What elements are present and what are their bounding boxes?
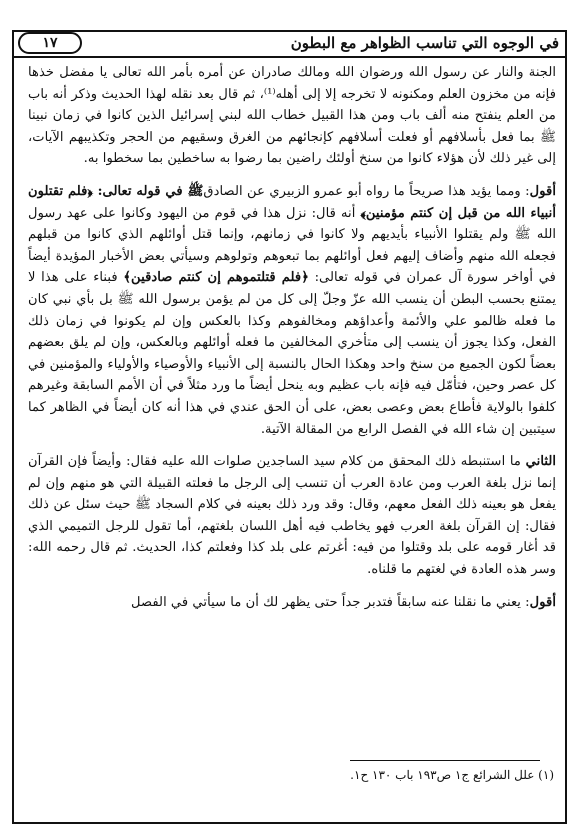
header-rule: [12, 56, 567, 58]
paragraph-2-text-b: في قوله تعالى:: [92, 183, 188, 199]
quran-verse-1: ﴿فلم تقتلون أنبياء الله من قبل إن كنتم مؤمنين﴾: [28, 183, 556, 221]
paragraph-1: الجنة والنار عن رسول الله ورضوان الله ومالك صادران عن أمره بأمر الله تعالى يا مفضل خذها فإنه من مخزون العلم ومكنونه لا تخرجه إلا إلى أهله⁽¹⁾، ثم قال بعد نقله لهذا الحديث وذكر أنه باب من العلم ينفتح منه ألف باب ومن هذا القبيل خطاب الله لبني إسرائيل الذين كانوا في زمان نبينا ﷺ بما فعل بأسلافهم أو فعلت أسلافهم كإنجائهم من الغرق وسقيهم من الحجر وتكذيبهم الآيات، إلى غير ذلك لأن هؤلاء كانوا من سنخ أولئك راضين بما رضوا به ساخطين بما سخطوا به.: [28, 65, 557, 167]
footnote: (١) علل الشرائع ج١ ص١٩٣ باب ١٣٠ ح١.: [350, 768, 554, 782]
paragraph-4-lead: أقول: [529, 594, 556, 610]
paragraph-2-lead: أقول: [529, 183, 557, 199]
running-title: في الوجوه التي تناسب الظواهر مع البطون: [290, 34, 559, 52]
paragraph-2-text-d: فبناء على هذا لا يمتنع بحسب البطن أن ينسب الله عزّ وجلّ إلى كل من لم يؤمن برسول الله ﷺ بل بأي نبي كان ما فعله ظالمو علي والأئمة وأعداؤهم ومخالفوهم وكذا بالعكس وإن لم يكونوا في زمان ذلك الفعل، وكذا يجوز أن ينسب إلى متأخري المخالفين ما فعله أوائلهم وبالعكس، وإن لم يلق بعضهم بعضاً لكون الجميع من سنخ واحد وهكذا الحال بالنسبة إلى الأنبياء والأوصياء والأولياء والمؤمنين في كل عصر وحين، فتأمّل فيه فإنه باب عظيم وبه ينحل أيضاً ما ورد مثلاً في أن الأمم السابقة وغيرهم كلفوا بالولاية فأطاع بعض وعصى بعض، على أن الحق عندي في هذا أنه كان أيضاً في الظاهر كما سيتبين إن شاء الله في الفصل الرابع من المقالة الآتية.: [28, 270, 556, 437]
paragraph-3-lead: الثاني: [525, 454, 556, 470]
paragraph-2-text-a: : ومما يؤيد هذا صريحاً ما رواه أبو عمرو الزبيري عن الصادق: [203, 183, 530, 199]
quran-verse-2: ﴿فلم قتلتموهم إن كنتم صادقين﴾: [123, 270, 309, 286]
paragraph-3: [28, 451, 556, 581]
paragraph-2: [28, 181, 556, 440]
footnote-rule: [350, 760, 540, 761]
paragraph-2-text-c: أنه قال: نزل هذا في قوم من اليهود وكانوا على عهد رسول الله ﷺ ولم يقتلوا الأنبياء بأيديهم ولا كانوا في زمانهم، وإنما قتل أوائلهم الذي كانوا من قبلهم فجعله الله منهم وأضاف إليهم فعل أوائلهم بما تبعوهم وتولوهم وسيأتي بعض الأخبار المؤيدة أيضاً في أواخر سورة آل عمران في قوله تعالى:: [28, 205, 556, 286]
main-text: [28, 62, 556, 613]
sallallah-glyph: ﷺ: [187, 183, 204, 199]
page-number: ١٧: [18, 32, 82, 54]
page-header: [12, 30, 567, 56]
paragraph-3-text: ما استنبطه ذلك المحقق من كلام سيد الساجدين صلوات الله عليه فقال: وأيضاً فإن القرآن إنما نزل بلغة العرب ومن عادة العرب أن تنسب إلى الرجل ما فعلته القبيلة التي هو منهم وإن لم يفعل هو بعينه ذلك الفعل معهم، وقال: وقد ورد ذلك بعينه في كلام السجاد ﷺ حيث سئل عن ذلك فقال: إن القرآن بلغة العرب فهو يخاطب فيه أهل اللسان بلغتهم، أما تقول للرجل التميمي الذي قد أغار قومه على بلد وقتلوا من فيه: أغرتم على بلد كذا وفعلتم كذا، الحديث. ثم قال رحمه الله: وسر هذه العادة في لغتهم ما قلناه.: [28, 454, 556, 578]
paragraph-4: [28, 592, 556, 614]
paragraph-4-text: : يعني ما نقلنا عنه سابقاً فتدبر جداً حتى يظهر لك أن ما سيأتي في الفصل: [130, 594, 530, 610]
